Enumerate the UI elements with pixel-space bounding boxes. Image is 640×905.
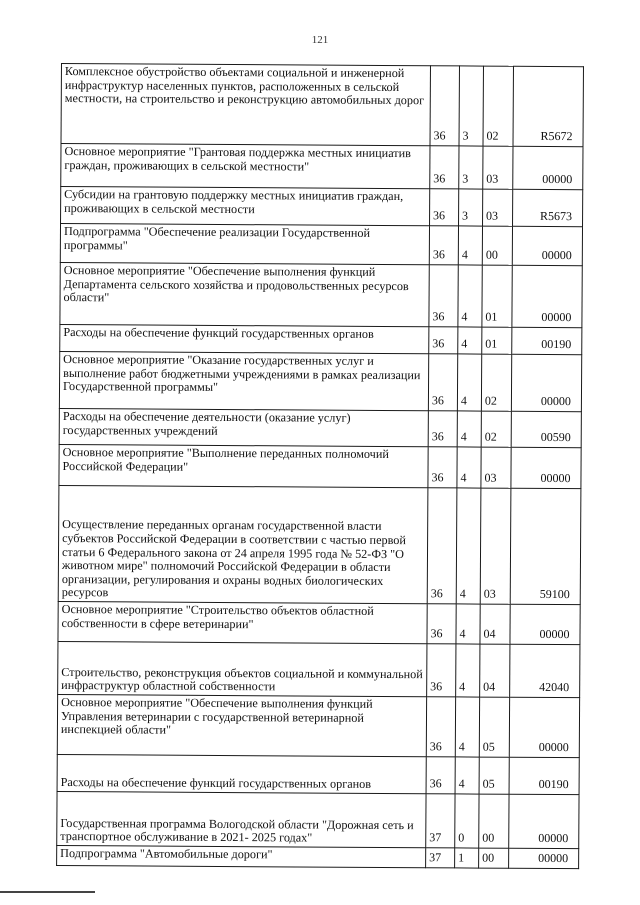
row-name: Подпрограмма "Обеспечение реализации Государственной программы" (60, 224, 429, 265)
activity-code: 00 (479, 848, 509, 868)
activity-code: 01 (482, 327, 512, 354)
table-row (61, 144, 583, 190)
subprogram-code: 4 (455, 697, 479, 757)
activity-code: 02 (481, 354, 511, 411)
program-code: 37 (426, 848, 455, 868)
direction-code: 00000 (511, 354, 581, 411)
table-row (59, 444, 581, 488)
row-name: Основное мероприятие "Выполнение переданных полномочий Российской Федерации" (59, 444, 428, 487)
direction-code: R5673 (513, 189, 583, 226)
activity-code: 03 (483, 146, 513, 189)
program-code: 36 (427, 488, 457, 604)
program-code: 36 (430, 66, 459, 146)
table-row (61, 187, 583, 227)
row-name: Строительство, реконструкция объектов социальной и коммунальной инфраструктур областной собственности (58, 641, 427, 696)
activity-code: 03 (481, 447, 511, 488)
row-name: Комплексное обустройство объектами социальной и инженерной инфраструктур населенных пунктов, расположенных в сельской местности, на строительство и реконструкцию автомобильных дорог (61, 64, 430, 146)
row-name: Субсидии на грантовую поддержку местных инициатив граждан, проживающих в сельской местности (61, 187, 430, 226)
direction-code: 00000 (509, 794, 579, 848)
table-row (60, 262, 582, 327)
program-code: 36 (428, 447, 457, 488)
table-row (57, 754, 579, 794)
table-row (57, 845, 579, 868)
direction-code: 00000 (512, 265, 582, 327)
activity-code: 05 (479, 697, 509, 757)
subprogram-code: 4 (456, 644, 480, 697)
subprogram-code: 4 (458, 226, 482, 265)
row-name: Основное мероприятие "Грантовая поддержка местных инициатив граждан, проживающих в сельской местности" (61, 144, 430, 189)
subprogram-code: 4 (458, 265, 482, 327)
activity-code: 04 (480, 604, 510, 644)
row-name: Подпрограмма "Автомобильные дороги" (57, 845, 426, 867)
program-code: 36 (426, 697, 455, 757)
direction-code: 00000 (511, 447, 581, 488)
subprogram-code: 4 (456, 604, 480, 644)
activity-code: 00 (482, 226, 512, 265)
program-code: 36 (428, 354, 457, 411)
activity-code: 05 (479, 757, 509, 794)
subprogram-code: 3 (459, 146, 483, 189)
row-name: Основное мероприятие "Обеспечение выполнения функций Управления ветеринарии с государственной ветеринарной инспекцией области" (57, 694, 426, 756)
direction-code: 00190 (512, 327, 582, 354)
program-code: 36 (428, 411, 457, 447)
table-row (60, 324, 582, 354)
activity-code: 02 (481, 411, 511, 447)
row-name: Основное мероприятие "Обеспечение выполнения функций Департамента сельского хозяйства и продовольственных ресурсов области" (60, 262, 429, 326)
activity-code: 03 (483, 189, 513, 226)
subprogram-code: 1 (455, 848, 479, 868)
subprogram-code: 0 (455, 794, 479, 848)
activity-code: 02 (483, 66, 513, 146)
subprogram-code: 4 (456, 488, 481, 604)
program-code: 36 (429, 327, 458, 354)
program-code: 36 (430, 189, 459, 226)
direction-code: 00000 (513, 146, 583, 189)
table-row (57, 791, 579, 848)
bottom-rule (0, 891, 95, 893)
table-row (58, 641, 580, 697)
program-code: 36 (426, 757, 455, 794)
table-row (58, 485, 581, 604)
program-code: 36 (430, 146, 459, 189)
row-name: Расходы на обеспечение функций государственных органов (57, 754, 426, 793)
activity-code: 00 (479, 794, 509, 848)
activity-code: 01 (482, 265, 512, 327)
table-row (61, 64, 583, 147)
subprogram-code: 3 (459, 189, 483, 226)
table-row (59, 351, 581, 411)
direction-code: R5672 (513, 66, 583, 146)
table-row (59, 408, 581, 447)
row-name: Осуществление переданных органам государственной власти субъектов Российской Федерации в соответствии с частью первой статьи 6 Федерального закона от 24 апреля 1995 года № 52-ФЗ "О животном мире" полномочий Российской Федерации в области организации, регулирования и охраны водных биологических ресурсов (58, 485, 428, 603)
activity-code: 04 (480, 644, 510, 697)
direction-code: 59100 (510, 488, 581, 604)
subprogram-code: 4 (458, 327, 482, 354)
subprogram-code: 4 (457, 411, 481, 447)
direction-code: 00000 (510, 604, 580, 644)
program-code: 37 (426, 794, 455, 848)
subprogram-code: 4 (457, 354, 481, 411)
program-code: 36 (427, 644, 456, 697)
activity-code: 03 (480, 488, 511, 604)
table-row (58, 601, 580, 644)
row-name: Расходы на обеспечение функций государственных органов (60, 324, 429, 353)
direction-code: 00000 (509, 848, 579, 868)
direction-code: 00000 (509, 697, 579, 757)
direction-code: 00590 (511, 411, 581, 447)
program-code: 36 (427, 604, 456, 644)
table-row (60, 224, 582, 266)
subprogram-code: 4 (455, 757, 479, 794)
table-row (57, 694, 579, 757)
row-name: Основное мероприятие "Оказание государственных услуг и выполнение работ бюджетными учреждениями в рамках реализации Государственной программы" (59, 351, 428, 410)
direction-code: 00000 (512, 226, 582, 265)
subprogram-code: 4 (457, 447, 481, 488)
program-code: 36 (429, 265, 458, 327)
page-number: 121 (311, 34, 329, 46)
budget-classification-table (56, 63, 584, 869)
row-name: Расходы на обеспечение деятельности (оказание услуг) государственных учреждений (59, 408, 428, 446)
row-name: Основное мероприятие "Строительство объектов областной собственности в сфере ветеринарии" (58, 601, 427, 643)
direction-code: 00190 (509, 757, 579, 794)
program-code: 36 (429, 226, 458, 265)
subprogram-code: 3 (459, 66, 483, 146)
row-name: Государственная программа Вологодской области "Дорожная сеть и транспортное обслуживание в 2021- 2025 годах" (57, 791, 426, 847)
direction-code: 42040 (510, 644, 580, 697)
